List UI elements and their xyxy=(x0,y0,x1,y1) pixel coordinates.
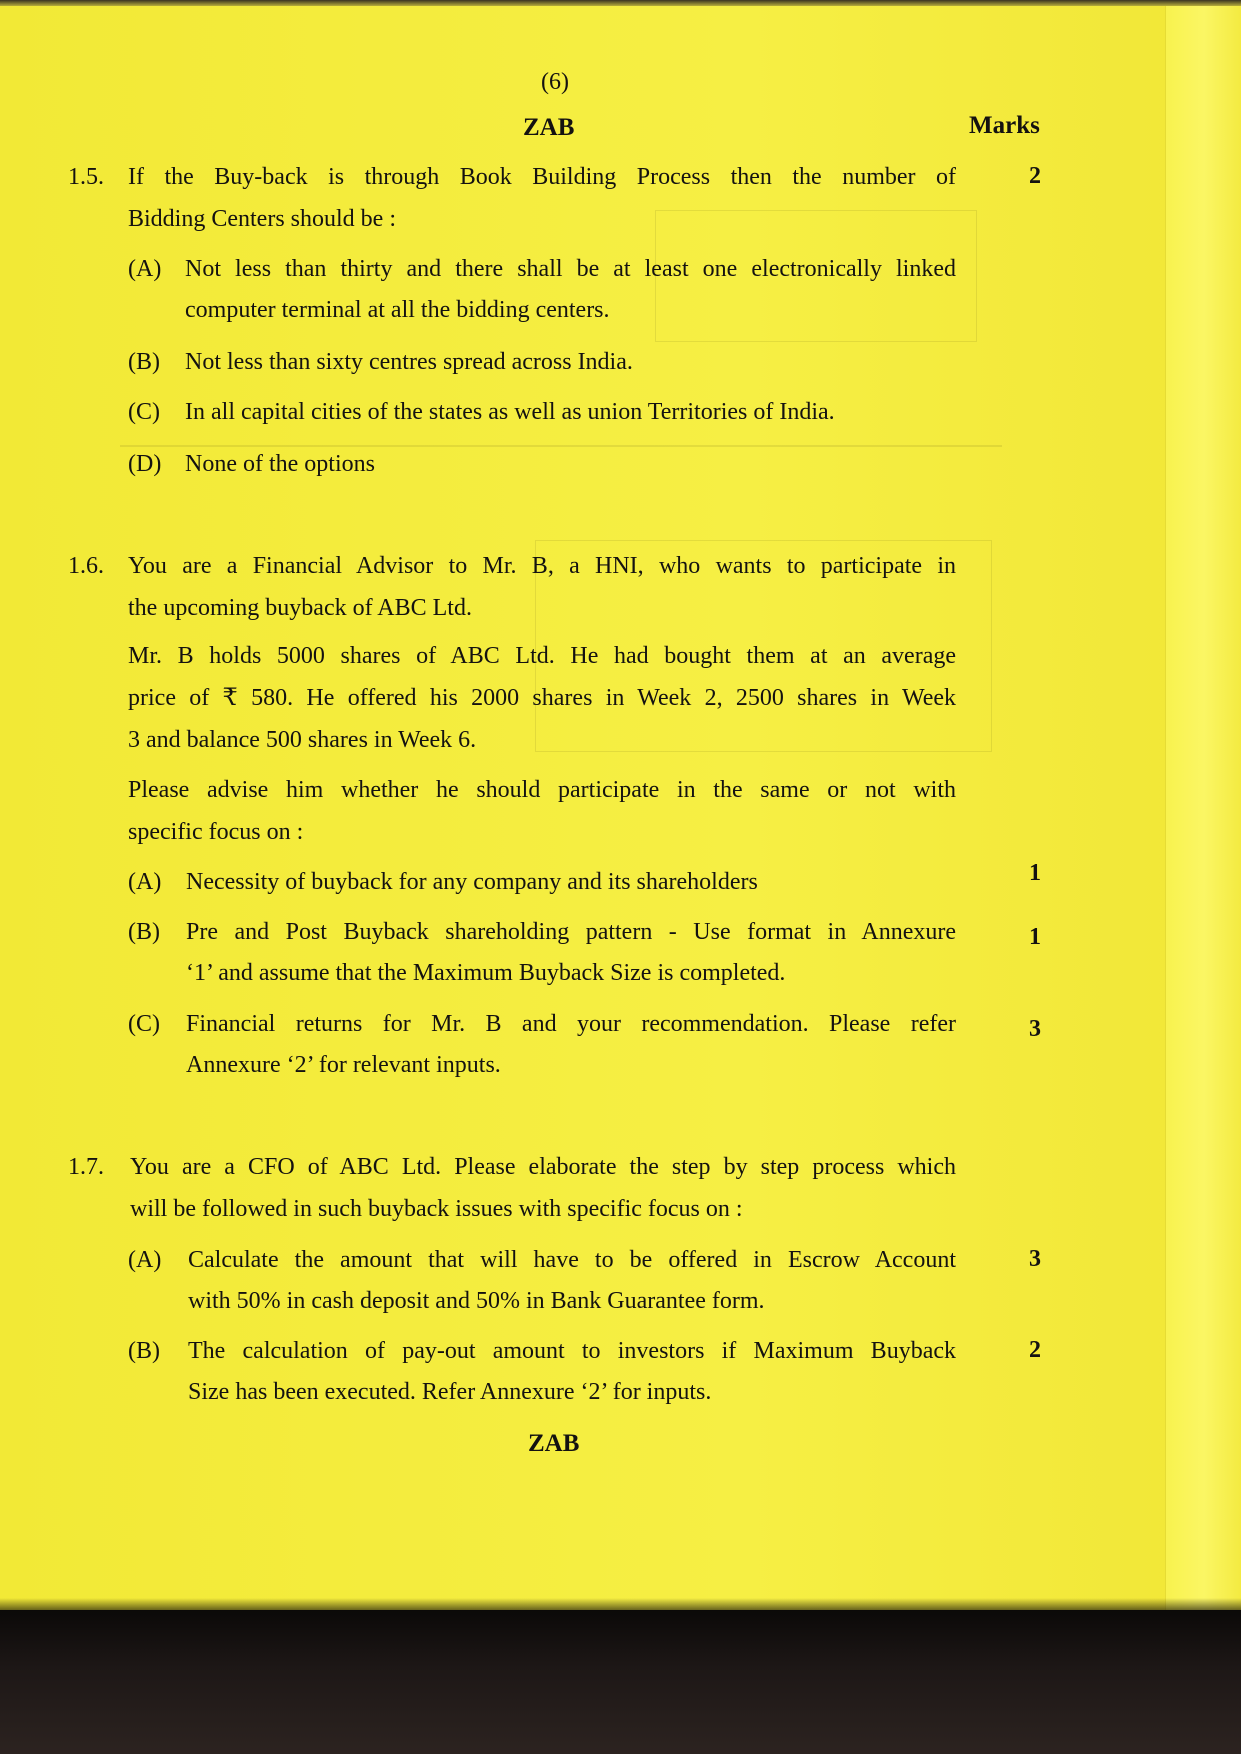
option-marks: 2 xyxy=(1029,1337,1041,1363)
question-number: 1.5. xyxy=(68,164,104,190)
bleed-through-rule xyxy=(120,445,1002,447)
question-paragraph-line: Please advise him whether he should participate in the same or not with xyxy=(128,777,956,803)
option-label: (C) xyxy=(128,399,160,425)
question-paragraph-line: 3 and balance 500 shares in Week 6. xyxy=(128,727,477,753)
option-text-line: In all capital cities of the states as well as union Territories of India. xyxy=(185,399,835,425)
marks-header: Marks xyxy=(969,112,1040,139)
question-paragraph-line: specific focus on : xyxy=(128,819,304,845)
question-paragraph-line: Mr. B holds 5000 shares of ABC Ltd. He had bought them at an average xyxy=(128,643,956,669)
option-text-line: Annexure ‘2’ for relevant inputs. xyxy=(186,1052,501,1078)
option-text-line: Financial returns for Mr. B and your recommendation. Please refer xyxy=(186,1011,956,1037)
option-text-line: Not less than thirty and there shall be at least one electronically linked xyxy=(185,256,956,282)
question-text-line: You are a CFO of ABC Ltd. Please elaborate the step by step process which xyxy=(130,1154,956,1180)
option-text-line: Calculate the amount that will have to be offered in Escrow Account xyxy=(188,1247,956,1273)
question-text-line: Bidding Centers should be : xyxy=(128,206,396,232)
paper-code-bottom: ZAB xyxy=(528,1430,580,1457)
option-text-line: Size has been executed. Refer Annexure ‘2’ for inputs. xyxy=(188,1379,712,1405)
paper-code-top: ZAB xyxy=(523,114,575,141)
option-label: (A) xyxy=(128,256,162,282)
question-number: 1.6. xyxy=(68,553,104,579)
option-text-line: None of the options xyxy=(185,451,375,477)
question-marks: 2 xyxy=(1029,163,1041,189)
option-label: (A) xyxy=(128,869,162,895)
question-number: 1.7. xyxy=(68,1154,104,1180)
option-text-line: computer terminal at all the bidding centers. xyxy=(185,297,610,323)
option-text-line: with 50% in cash deposit and 50% in Bank Guarantee form. xyxy=(188,1288,765,1314)
page-number: (6) xyxy=(541,69,569,95)
question-text-line: You are a Financial Advisor to Mr. B, a HNI, who wants to participate in xyxy=(128,553,956,579)
option-marks: 1 xyxy=(1029,860,1041,886)
option-text-line: The calculation of pay-out amount to investors if Maximum Buyback xyxy=(188,1338,956,1364)
question-text-line: If the Buy-back is through Book Building Process then the number of xyxy=(128,164,956,190)
option-text-line: Pre and Post Buyback shareholding pattern - Use format in Annexure xyxy=(186,919,956,945)
option-label: (D) xyxy=(128,451,162,477)
paper-top-edge xyxy=(0,0,1241,6)
option-label: (A) xyxy=(128,1247,162,1273)
option-label: (B) xyxy=(128,919,160,945)
question-text-line: will be followed in such buyback issues with specific focus on : xyxy=(130,1196,743,1222)
option-text-line: Necessity of buyback for any company and its shareholders xyxy=(186,869,758,895)
option-text-line: ‘1’ and assume that the Maximum Buyback Size is completed. xyxy=(186,960,786,986)
option-label: (C) xyxy=(128,1011,160,1037)
option-label: (B) xyxy=(128,1338,160,1364)
option-marks: 1 xyxy=(1029,924,1041,950)
option-text-line: Not less than sixty centres spread across India. xyxy=(185,349,633,375)
option-label: (B) xyxy=(128,349,160,375)
question-paragraph-line: price of ₹ 580. He offered his 2000 shares in Week 2, 2500 shares in Week xyxy=(128,685,956,711)
paper-fold-edge xyxy=(1165,0,1241,1620)
scanner-background xyxy=(0,1610,1241,1754)
option-marks: 3 xyxy=(1029,1246,1041,1272)
question-text-line: the upcoming buyback of ABC Ltd. xyxy=(128,595,472,621)
option-marks: 3 xyxy=(1029,1016,1041,1042)
